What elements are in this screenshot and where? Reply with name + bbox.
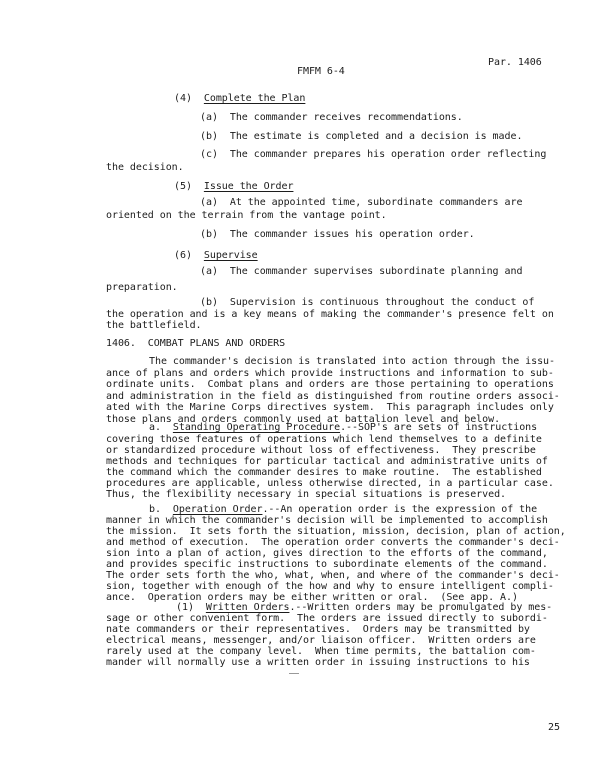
item-6b-line: the battlefield.	[106, 320, 202, 331]
para-a-line: the command which the commander desires to make routine. The established	[106, 467, 542, 478]
item-6-title: Supervise	[203, 250, 258, 261]
item-5b: (b) The commander issues his operation order.	[200, 229, 475, 240]
para-b-first-line: b. Operation Order.--An operation order is the expression of the	[149, 504, 538, 515]
item-4a: (a) The commander receives recommendations.	[200, 112, 463, 123]
intro-line: and administration in the field as distinguished from routine orders associ-	[106, 391, 560, 402]
para-b-line: sion, together with enough of the how and why to ensure intelligent compli-	[106, 581, 554, 592]
para-b-title: Operation Order	[172, 504, 263, 515]
para-b-line: manner in which the commander's decision will be implemented to accomplish	[106, 515, 548, 526]
para-a-line: procedures are applicable, unless otherwise directed, in a particular case.	[106, 478, 554, 489]
item-5a-line: (a) At the appointed time, subordinate commanders are	[200, 197, 523, 208]
header-manual-id: FMFM 6-4	[297, 66, 345, 77]
page-number: 25	[548, 722, 560, 733]
intro-line: ance of plans and orders which provide instructions and information to sub-	[106, 368, 554, 379]
para-b-line: The order sets forth the who, what, when, and where of the commander's deci-	[106, 570, 560, 581]
para-b-line: and method of execution. The operation order converts the commander's deci-	[106, 537, 560, 548]
para-a-first-line: a. Standing Operating Procedure.--SOP's are sets of instructions	[149, 422, 538, 433]
item-6b-line: the operation and is a key means of making the commander's presence felt on	[106, 309, 554, 320]
para-b-line: sion into a plan of action, gives direction to the efforts of the command,	[106, 548, 548, 559]
para-a-line: covering those features of operations which lend themselves to a definite	[106, 434, 542, 445]
para-a-line: methods and techniques for particular tactical and administrative units of	[106, 456, 548, 467]
para-b1-line: electrical means, messenger, and/or liaison officer. Written orders are	[106, 635, 536, 646]
intro-line: ordinate units. Combat plans and orders are those pertaining to operations	[106, 379, 554, 390]
item-4c-line: (c) The commander prepares his operation order reflecting	[200, 149, 547, 160]
item-4c-line: the decision.	[106, 162, 184, 173]
intro-line: The commander's decision is translated into action through the issu-	[149, 356, 555, 367]
para-b-line: ance. Operation orders may be either written or oral. (See app. A.)	[106, 592, 518, 603]
para-b1-line: sage or other convenient form. The orders are issued directly to subordi-	[106, 613, 548, 624]
para-b-line: the mission. It sets forth the situation, mission, decision, plan of action,	[106, 526, 566, 537]
item-5-title: Issue the Order	[203, 181, 294, 192]
intro-line: those plans and orders commonly used at battalion level and below.	[106, 414, 501, 425]
item-4-title: Complete the Plan	[203, 93, 306, 104]
para-b1-line: mander will normally use a written order in issuing instructions to his	[106, 657, 530, 668]
para-b1-line: rarely used at the company level. When time permits, the battalion com-	[106, 646, 536, 657]
section-heading: 1406. COMBAT PLANS AND ORDERS	[106, 338, 286, 349]
item-6a-line: (a) The commander supervises subordinate planning and	[200, 266, 523, 277]
item-6b-line: (b) Supervision is continuous throughout the conduct of	[200, 297, 535, 308]
para-b1-line: nate commanders or their representatives. Orders may be transmitted by	[106, 624, 530, 635]
para-b1-title: Written Orders	[205, 602, 290, 613]
para-b1-first-line: (1) Written Orders.--Written orders may be promulgated by mes-	[176, 602, 553, 613]
para-b-line: and provides specific instructions to subordinate elements of the command.	[106, 559, 548, 570]
para-a-line: Thus, the flexibility necessary in special situations is preserved.	[106, 489, 507, 500]
item-5-heading: (5) Issue the Order	[174, 181, 294, 192]
item-5a-line: oriented on the terrain from the vantage point.	[106, 210, 387, 221]
para-a-title: Standing Operating Procedure	[172, 422, 341, 433]
item-6a-line: preparation.	[106, 282, 178, 293]
para-a-line: or standardized procedure without loss of effectiveness. They prescribe	[106, 445, 536, 456]
item-4-heading: (4) Complete the Plan	[174, 93, 306, 104]
item-6-heading: (6) Supervise	[174, 250, 258, 261]
intro-line: ated with the Marine Corps directives system. This paragraph includes only	[106, 402, 554, 413]
scan-mark	[289, 673, 299, 674]
item-4b: (b) The estimate is completed and a decision is made.	[200, 131, 523, 142]
header-paragraph-ref: Par. 1406	[488, 57, 542, 68]
